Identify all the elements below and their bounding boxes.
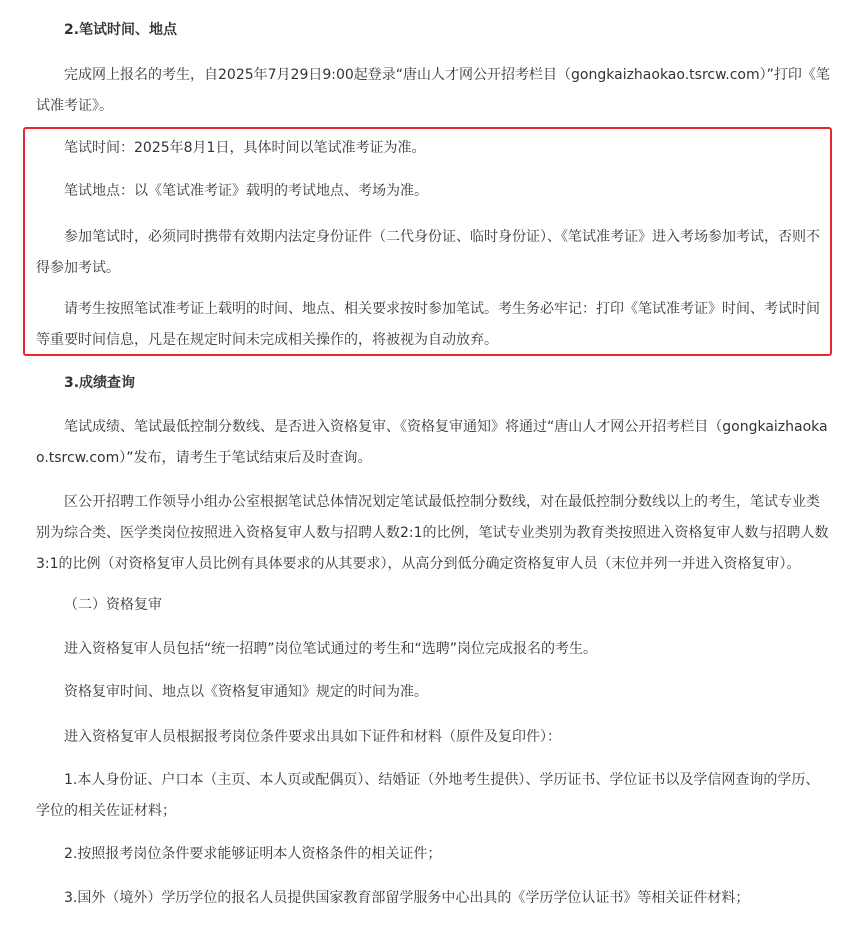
paragraph-review-time-place: 资格复审时间、地点以《资格复审通知》规定的时间为准。	[64, 684, 428, 700]
paragraph-score-publish: 笔试成绩、笔试最低控制分数线、是否进入资格复审、《资格复审通知》将通过“唐山人才网公开招考栏目（gongkaizhaokao.tsrcw.com）”发布，请考生于笔试结束后及时查询。	[36, 419, 828, 466]
paragraph-exam-id-requirement: 参加笔试时，必须同时携带有效期内法定身份证件（二代身份证、临时身份证）、《笔试准考证》进入考场参加考试，否则不得参加考试。	[36, 229, 820, 276]
section-heading-qualification-review: （二）资格复审	[64, 597, 162, 613]
paragraph-score-line-ratio: 区公开招聘工作领导小组办公室根据笔试总体情况划定笔试最低控制分数线，对在最低控制分数线以上的考生，笔试专业类别为综合类、医学类岗位按照进入资格复审人数与招聘人数2:1的比例，笔试专业类别为教育类按照进入资格复审人数与招聘人数3:1的比例（对资格复审人员比例有具体要求的从其要求），从高分到低分确定资格复审人员（末位并列一并进入资格复审）。	[36, 494, 829, 572]
section-heading-exam-time-place: 2.笔试时间、地点	[64, 22, 178, 38]
paragraph-exam-time: 笔试时间：2025年8月1日，具体时间以笔试准考证为准。	[64, 140, 426, 156]
paragraph-review-candidates: 进入资格复审人员包括“统一招聘”岗位笔试通过的考生和“选聘”岗位完成报名的考生。	[64, 641, 598, 657]
paragraph-online-print-admission: 完成网上报名的考生，自2025年7月29日9:00起登录“唐山人才网公开招考栏目（gongkaizhaokao.tsrcw.com）”打印《笔试准考证》。	[36, 67, 830, 114]
paragraph-review-materials-intro: 进入资格复审人员根据报考岗位条件要求出具如下证件和材料（原件及复印件）：	[64, 729, 561, 745]
list-item-material-1: 1.本人身份证、户口本（主页、本人页或配偶页）、结婚证（外地考生提供）、学历证书、学位证书以及学信网查询的学历、学位的相关佐证材料；	[36, 772, 820, 819]
section-heading-score-query: 3.成绩查询	[64, 375, 136, 391]
paragraph-exam-reminder: 请考生按照笔试准考证上载明的时间、地点、相关要求按时参加笔试。考生务必牢记：打印《笔试准考证》时间、考试时间等重要时间信息，凡是在规定时间未完成相关操作的，将被视为自动放弃。	[36, 301, 820, 348]
list-item-material-3: 3.国外（境外）学历学位的报名人员提供国家教育部留学服务中心出具的《学历学位认证书》等相关证件材料；	[64, 890, 750, 906]
paragraph-exam-location: 笔试地点：以《笔试准考证》载明的考试地点、考场为准。	[64, 183, 428, 199]
list-item-material-2: 2.按照报考岗位条件要求能够证明本人资格条件的相关证件；	[64, 846, 442, 862]
